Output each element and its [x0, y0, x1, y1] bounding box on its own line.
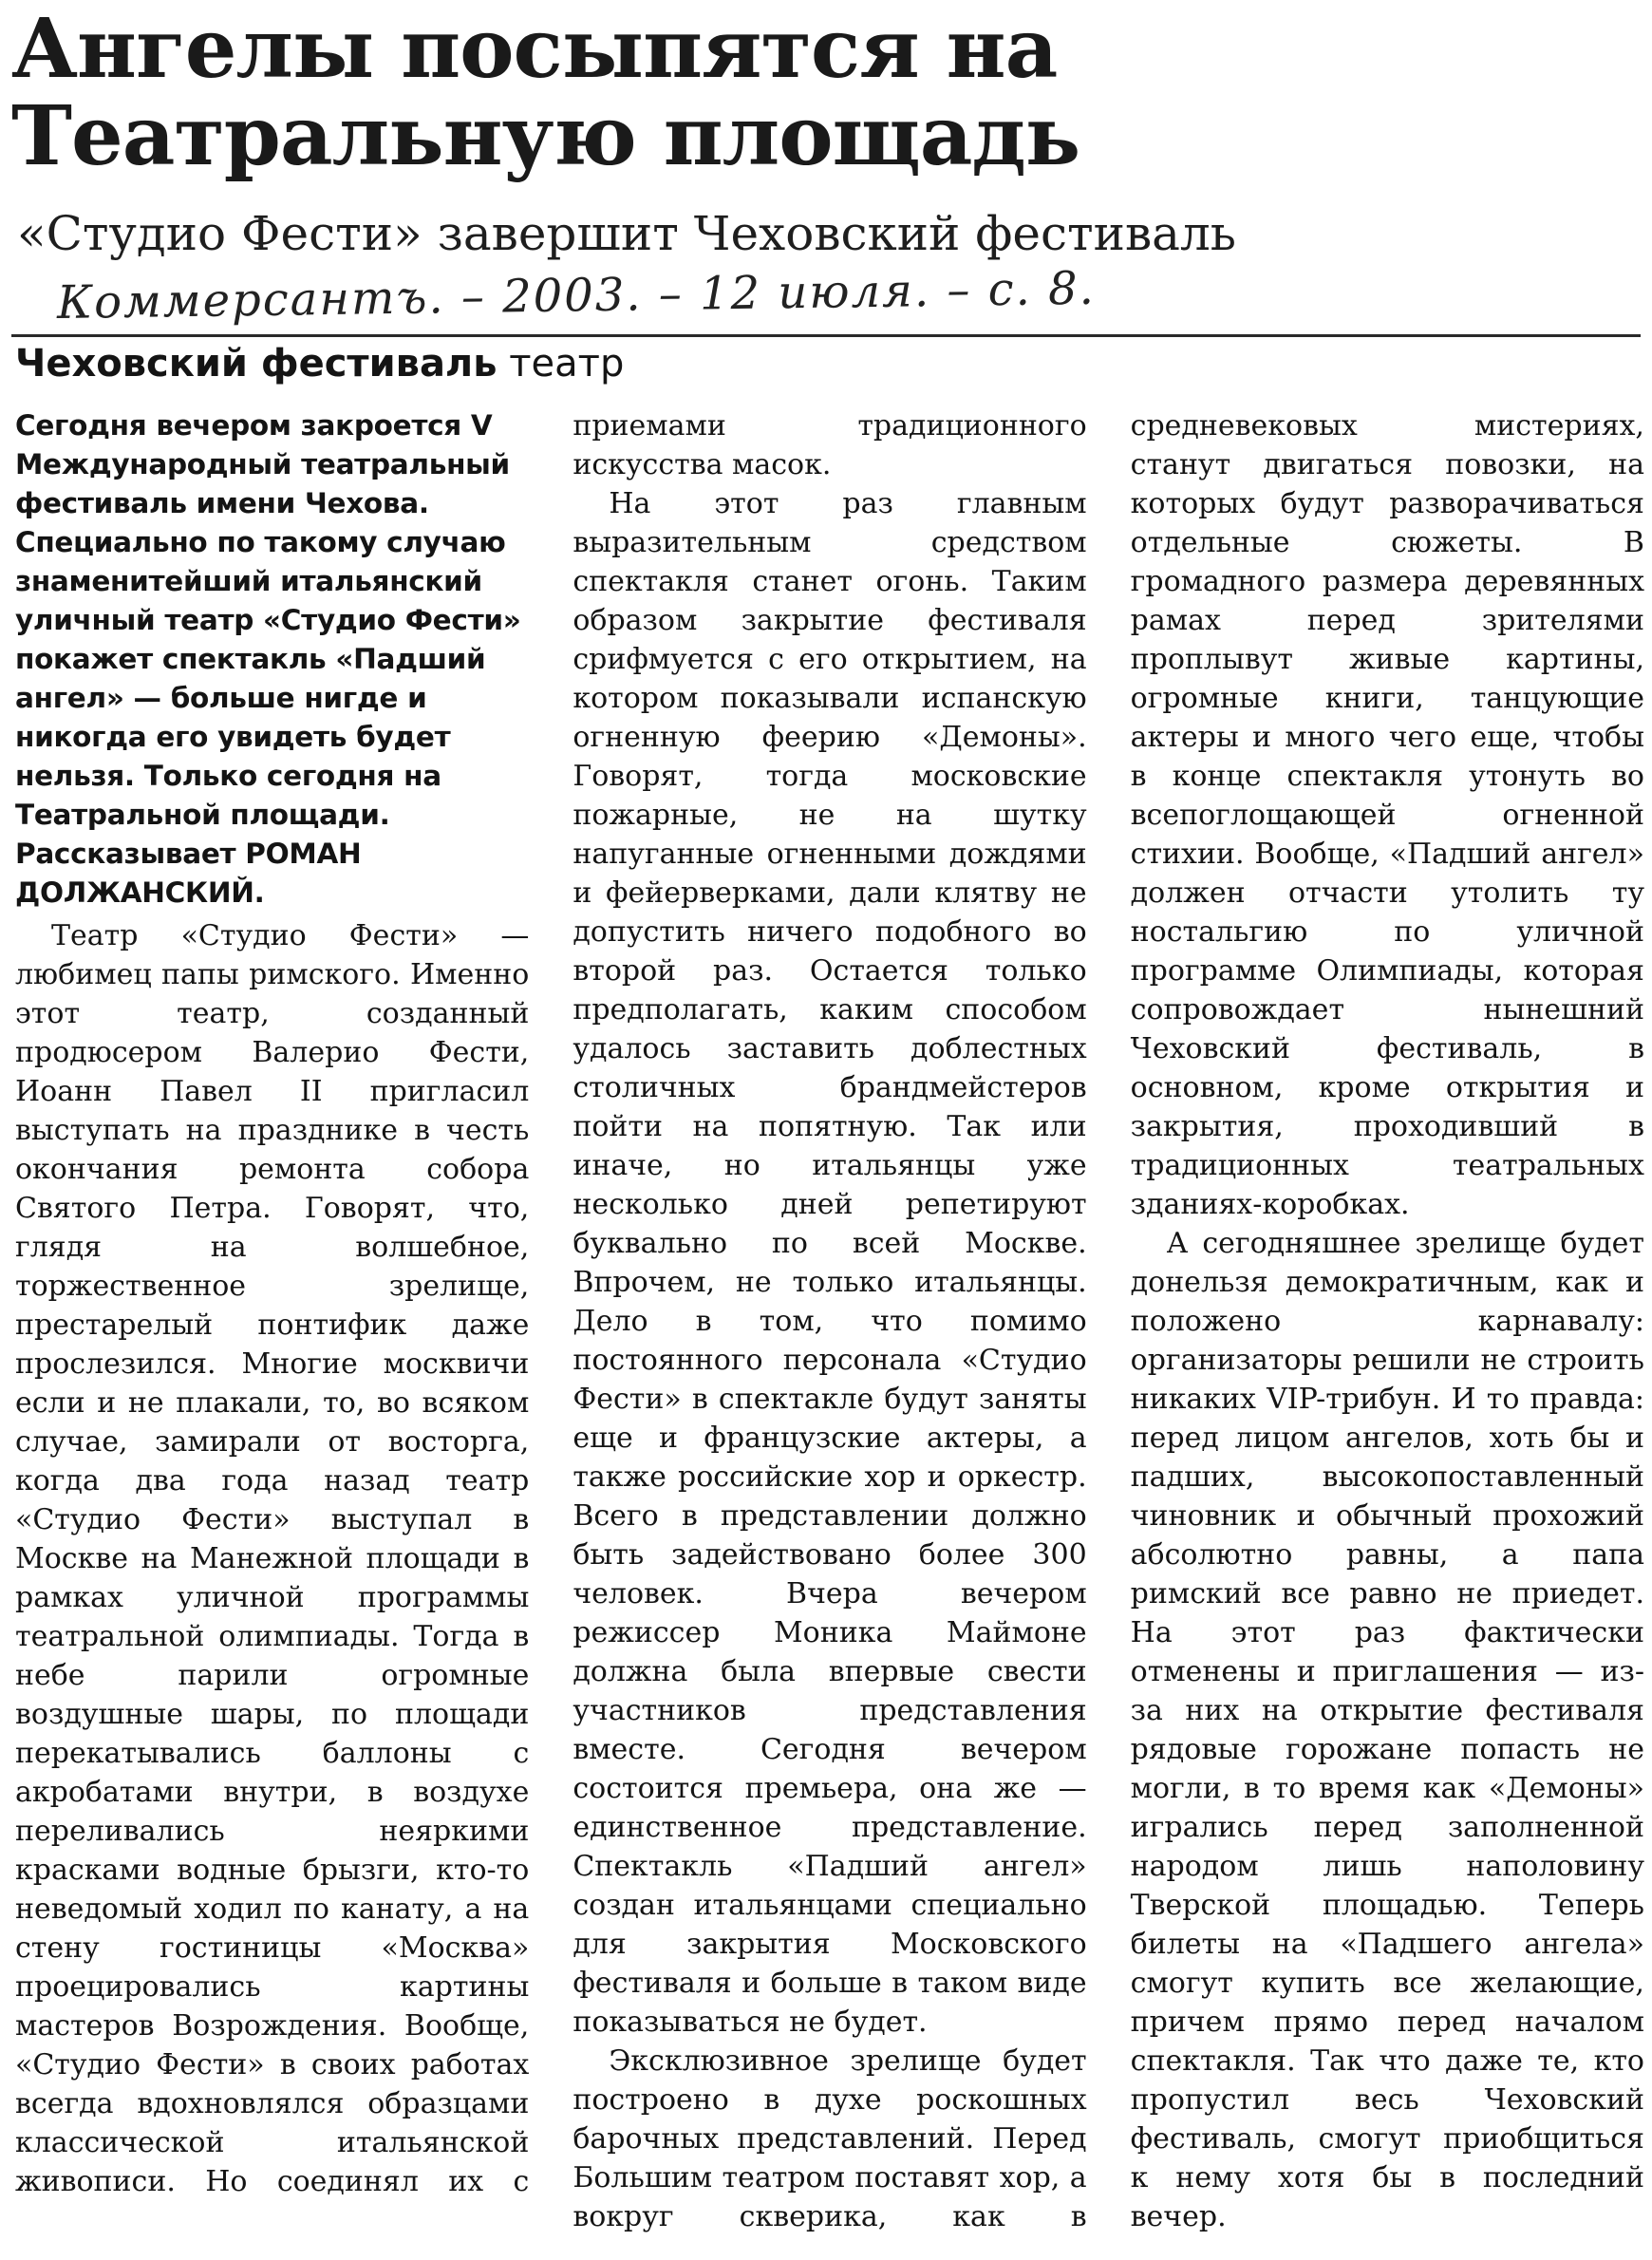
article-lead: Сегодня вечером закроется V Международный театральный фестиваль имени Чехова. Специально по такому случаю знаменитейший итальянский уличный театр «Студио Фести» покажет спектакль «Падший ангел» — больше нигде и никогда его увидеть будет нельзя. Только сегодня на Театральной площади. Рассказывает РОМАН ДОЛЖАНСКИЙ. [15, 409, 521, 909]
article-paragraph: Театр «Студио Фести» — любимец папы римского. Именно этот театр, созданный продюсером Валерио Фести, Иоанн Павел II пригласил выступать на празднике в честь окончания ремонта собора Святого Петра. Говорят, что, глядя на волшебное, торжественное зрелище, престарелый понтифик даже прослезился. Многие москвичи если и не плакали, то, во всяком случае, замирали от восторга, когда два года назад театр «Студио Фести» выступал в Москве на Манежной площади в рамках уличной программы театральной олимпиады. Тогда в небе парили огромные воздушные шары, по площади перекатывались баллоны с акробатами внутри, в воздухе переливались неяркими красками водные брызги, кто-то неведомый ходил по канату, а на стену гостиницы «Москва» проецировались картины мастеров Возрождения. Вообще, «Студио Фести» в своих работах всегда вдохновлялся образцами классической итальянской живописи. Но соединял их с приемами традиционного искусства масок. [15, 409, 1087, 2198]
rubric-name: Чеховский фестиваль [15, 342, 497, 386]
subheadline: «Студио Фести» завершит Чеховский фестиваль [17, 206, 1236, 261]
article-body [15, 406, 1644, 2253]
headline: Ангелы посыпятся на Театральную площадь [11, 1, 1080, 184]
article-paragraph: На этот раз главным выразительным средством спектакля станет огонь. Таким образом закрытие фестиваля срифмуется с его открытием, на котором показывали испанскую огненную феерию «Демоны». Говорят, тогда московские пожарные, не на шутку напуганные огненными дождями и фейерверками, дали клятву не допустить ничего подобного во второй раз. Остается только предполагать, каким способом удалось заставить доблестных столичных брандмейстеров пойти на попятную. Так или иначе, но итальянцы уже несколько дней репетируют буквально по всей Москве. Впрочем, не только итальянцы. Дело в том, что помимо постоянного персонала «Студио Фести» в спектакле будут заняты еще и французские актеры, а также российские хор и оркестр. Всего в представлении должно быть задействовано более 300 человек. Вчера вечером режиссер Моника Маймоне должна была впервые свести участников представления вместе. Сегодня вечером состоится премьера, она же — единственное представление. Спектакль «Падший ангел» создан итальянцами специально для закрытия Московского фестиваля и больше в таком виде показываться не будет. [573, 487, 1087, 2039]
rubric-section: театр [509, 342, 625, 386]
handwritten-source-note: Коммерсантъ. – 2003. – 12 июля. – с. 8. [56, 261, 1097, 330]
rubric [15, 340, 1344, 387]
article-paragraph: Эксклюзивное зрелище будет построено в духе роскошных барочных представлений. Перед Большим театром поставят хор, а вокруг скверика, как в средневековых мистериях, станут двигаться повозки, на которых будут разворачиваться отдельные сюжеты. В громадного размера деревянных рамах перед зрителями проплывут живые картины, огромные книги, танцующие актеры и много чего еще, чтобы в конце спектакля утонуть во всепоглощающей огненной стихии. Вообще, «Падший ангел» должен отчасти утолить ту ностальгию по уличной программе Олимпиады, которая сопровождает нынешний Чеховский фестиваль, в основном, кроме открытия и закрытия, проходивший в традиционных театральных зданиях-коробках. [573, 409, 1644, 2233]
article-paragraph: А сегодняшнее зрелище будет донельзя демократичным, как и положено карнавалу: организаторы решили не строить никаких VIP-трибун. И то правда: перед лицом ангелов, хоть бы и падших, высокопоставленный чиновник и обычный прохожий абсолютно равны, а папа римский все равно не приедет. На этот раз фактически отменены и приглашения — из-за них на открытие фестиваля рядовые горожане попасть не могли, в то время как «Демоны» игрались перед заполненной народом лишь наполовину Тверской площадью. Теперь билеты на «Падшего ангела» смогут купить все желающие, причем прямо перед началом спектакля. Так что даже те, кто пропустил весь Чеховский фестиваль, смогут приобщиться к нему хотя бы в последний вечер. [1130, 1227, 1644, 2233]
rubric-divider [11, 334, 1641, 337]
